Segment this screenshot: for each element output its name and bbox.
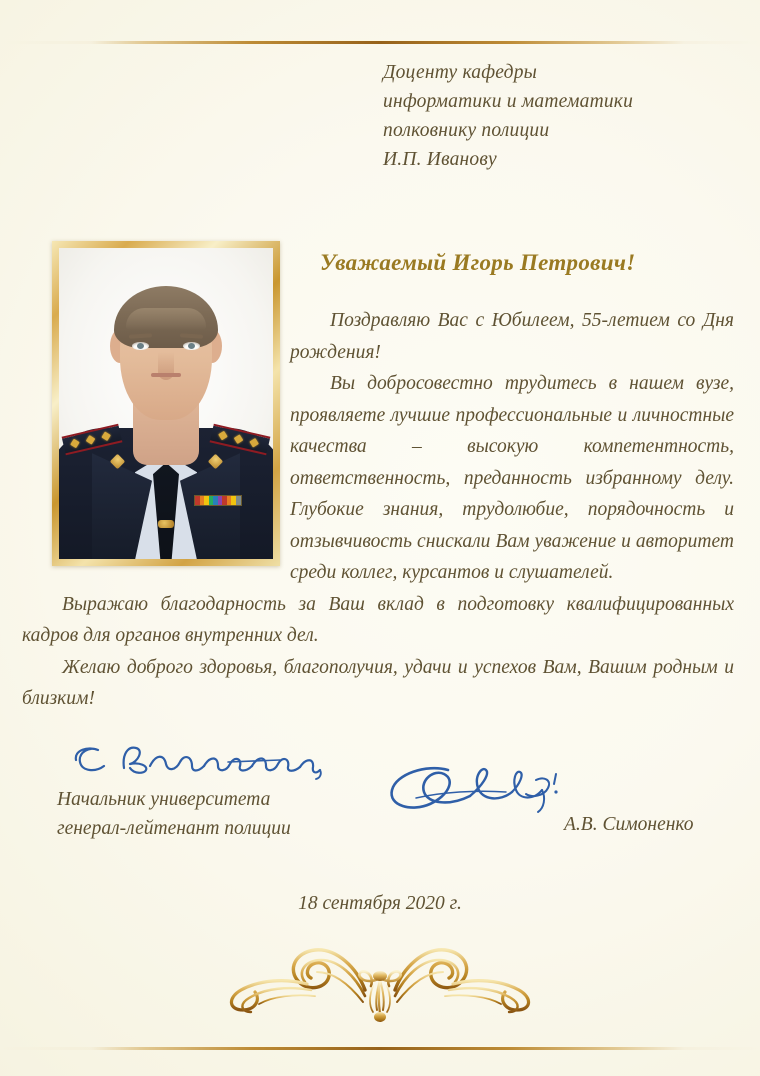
addressee-line-2: информатики и математики bbox=[383, 91, 634, 112]
top-gold-rule bbox=[0, 41, 760, 44]
body-paragraph-2: Вы добросовестно трудитесь в нашем вузе, проявляете лучшие профессиональные и личностные качества – высокую компетентность, ответственность, преданность избранному делу. Глубокие знания, трудолюбие, порядочность и отзывчивость снискали Вам уважение и авторитет среди коллег, курсантов и слушателей. bbox=[290, 373, 734, 583]
addressee-block bbox=[383, 58, 723, 174]
signatory-name: А.В. Симоненко bbox=[564, 814, 694, 835]
letter-date: 18 сентября 2020 г. bbox=[298, 893, 462, 914]
letter-body bbox=[22, 305, 734, 715]
signatory-title-line-2: генерал-лейтенант полиции bbox=[57, 818, 291, 839]
salutation: Уважаемый Игорь Петрович! bbox=[320, 250, 636, 275]
signatory-title bbox=[57, 785, 291, 843]
addressee-line-3: полковнику полиции bbox=[383, 120, 550, 141]
bottom-gold-rule bbox=[0, 1047, 760, 1050]
handwritten-signature bbox=[386, 762, 586, 822]
addressee-line-4: И.П. Иванову bbox=[383, 149, 497, 170]
body-paragraph-4: Желаю доброго здоровья, благополучия, удачи и успехов Вам, Вашим родным и близким! bbox=[22, 656, 734, 709]
body-paragraph-1: Поздравляю Вас с Юбилеем, 55-летием со Дня рождения! bbox=[290, 310, 734, 363]
addressee-line-1: Доценту кафедры bbox=[383, 62, 538, 83]
handwritten-regards bbox=[68, 740, 348, 782]
signatory-title-line-1: Начальник университета bbox=[57, 789, 271, 810]
body-paragraph-3: Выражаю благодарность за Ваш вклад в подготовку квалифицированных кадров для органов внутренних дел. bbox=[22, 593, 734, 646]
photo-text-wrap-spacer bbox=[22, 305, 290, 573]
flourish-ornament-icon bbox=[215, 938, 545, 1024]
